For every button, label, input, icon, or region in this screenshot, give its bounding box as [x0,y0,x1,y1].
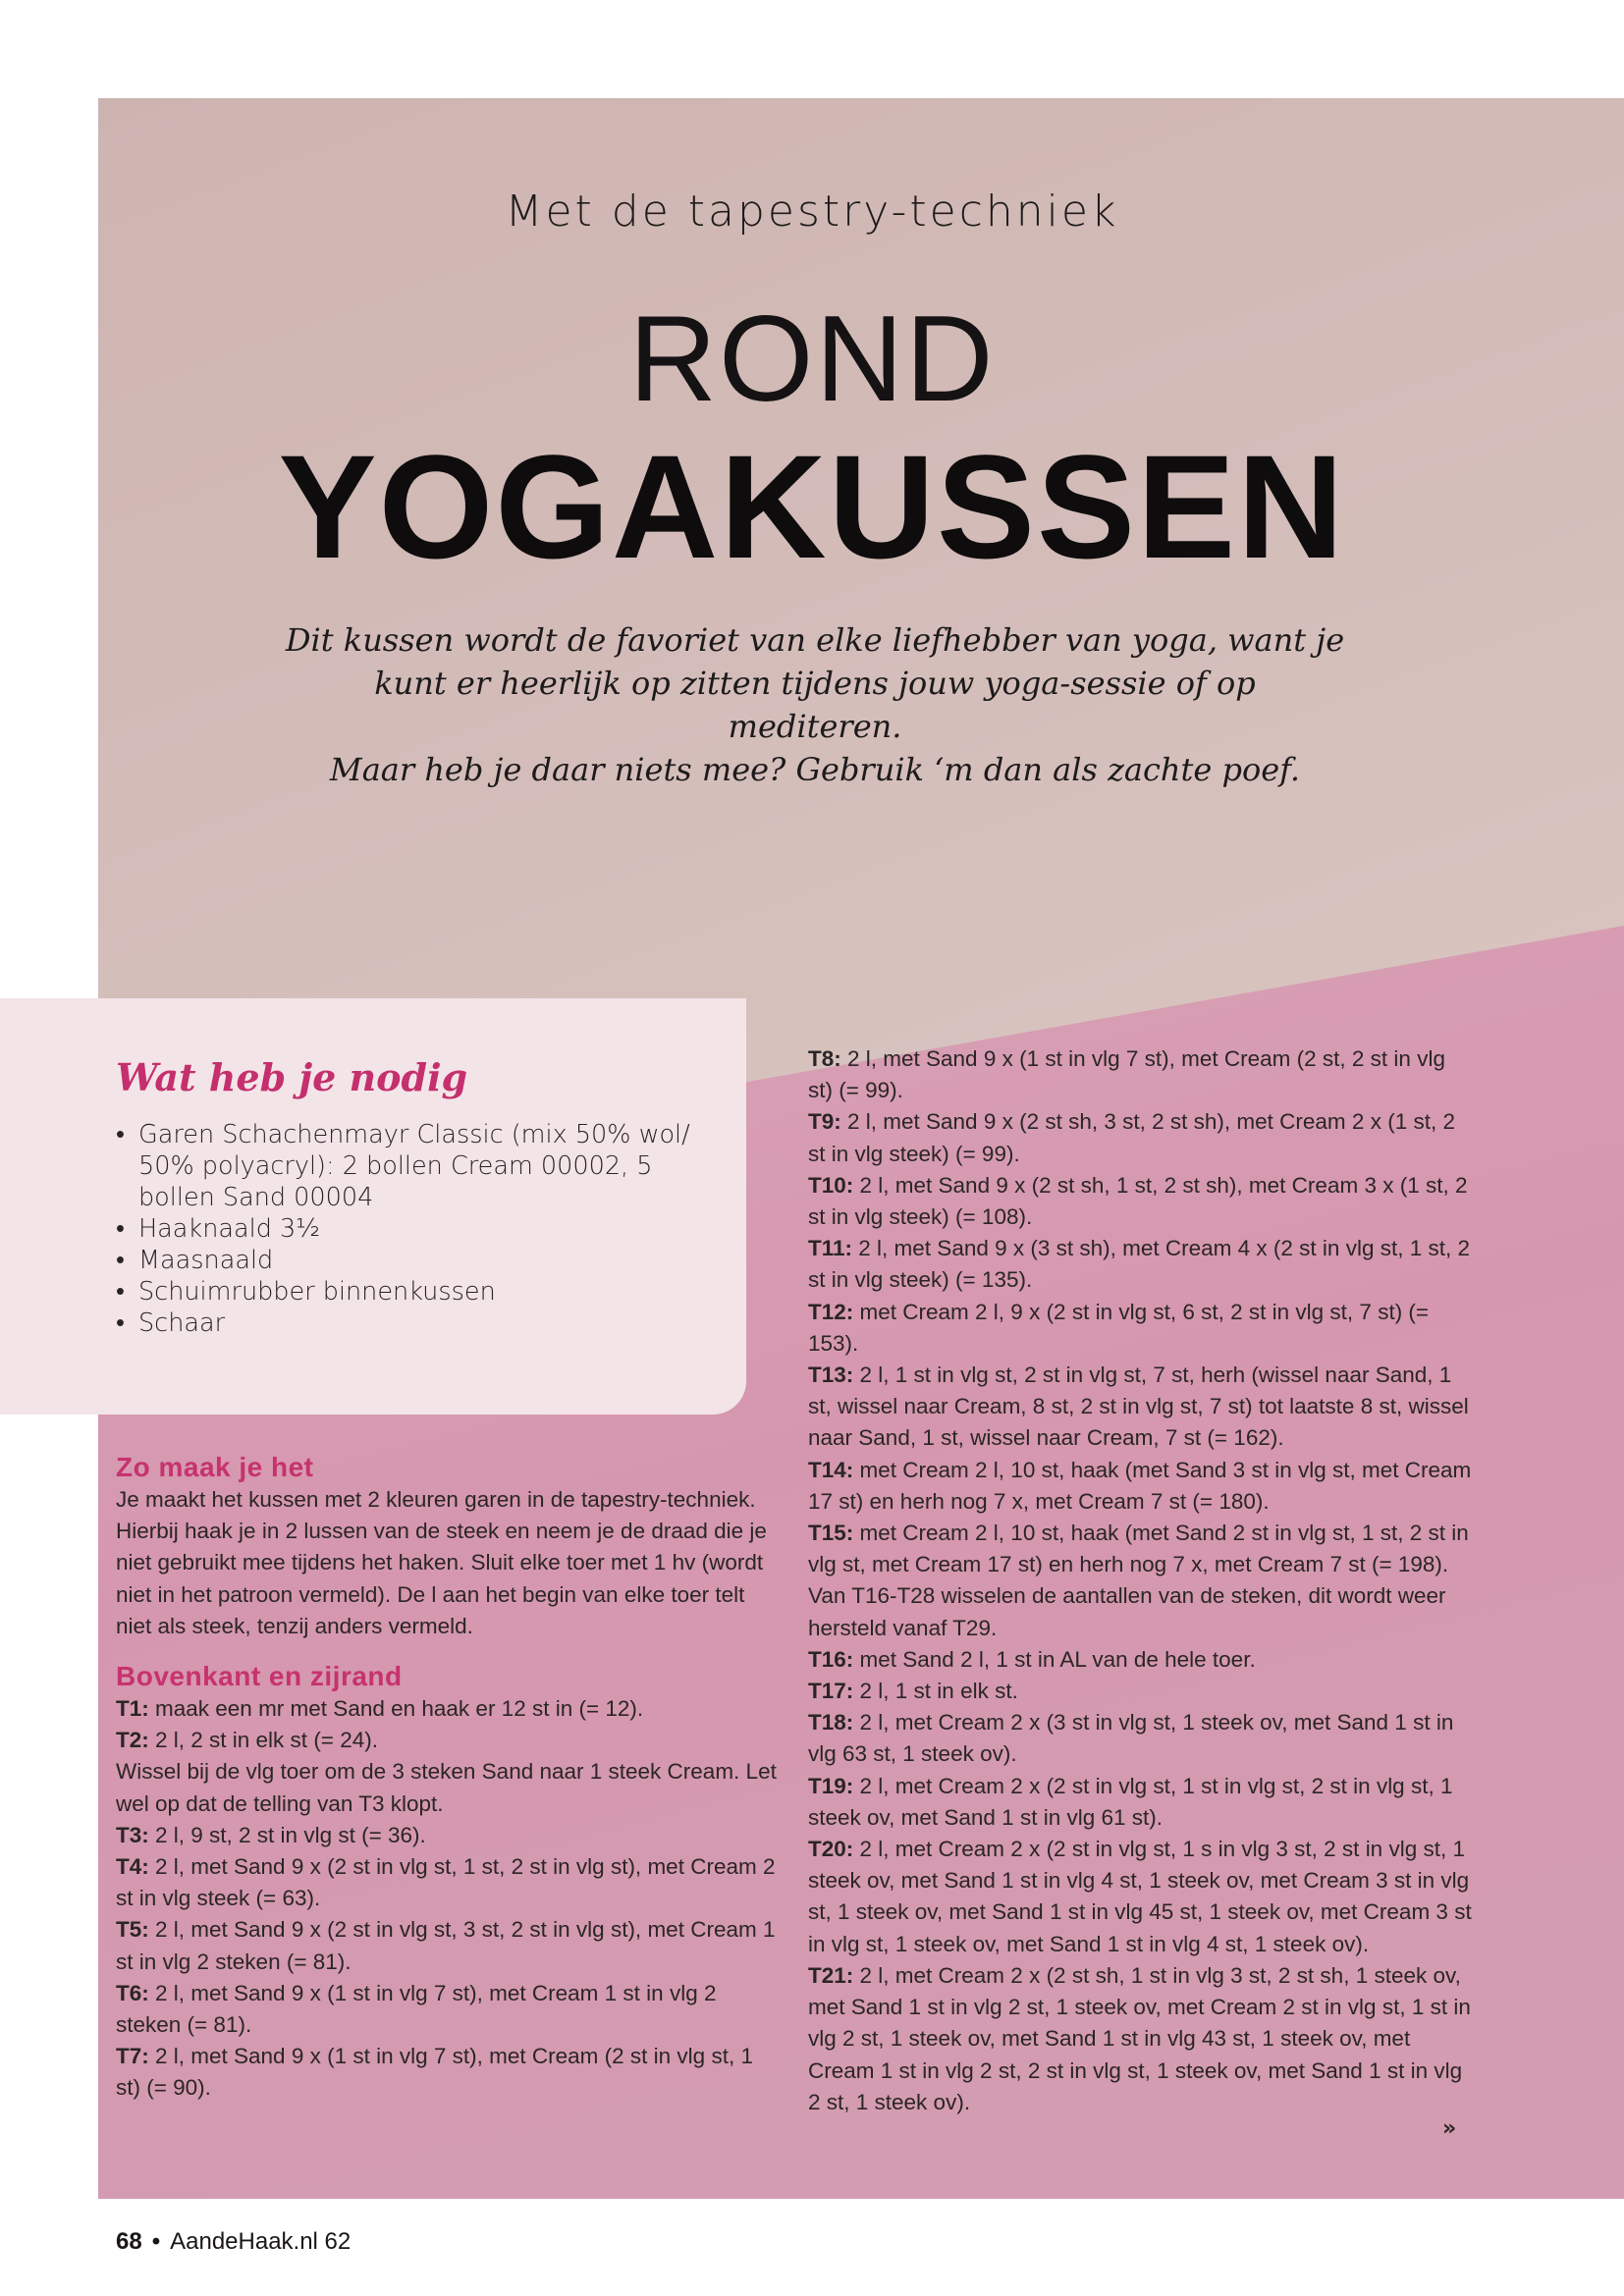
how-title: Zo maak je het [116,1452,314,1482]
round-label: T1: [116,1696,149,1722]
materials-item: • Garen Schachenmayr Classic (mix 50% wol/ 50% polyacryl): 2 bollen Cream 00002, 5 bollen Sand 00004 [116,1119,725,1213]
round-label: T12: [808,1299,854,1324]
round-label: T20: [808,1837,854,1862]
materials-item: • Haaknaald 3½ [116,1213,725,1245]
round-label: T16: [808,1646,854,1672]
round-label: T8: [808,1046,841,1071]
title-line-2: YOGAKUSSEN [278,424,1346,589]
round-text: met Cream 2 l, 9 x (2 st in vlg st, 6 st, 2 st in vlg st, 7 st) (= 153). [808,1299,1430,1356]
title-line-1: ROND [628,292,996,427]
round-label: T2: [116,1728,149,1753]
instruction-row [808,1676,1476,1707]
round-text: 2 l, met Sand 9 x (2 st sh, 1 st, 2 st sh), met Cream 3 x (1 st, 2 st in vlg steek) (= 108). [808,1172,1468,1230]
round-text: 2 l, met Sand 9 x (1 st in vlg 7 st), met Cream (2 st, 2 st in vlg st) (= 99). [808,1046,1445,1103]
round-text: 2 l, 2 st in elk st (= 24). [148,1728,378,1753]
instruction-row [808,1771,1476,1834]
left-column [116,1451,784,2105]
instruction-row [116,1820,784,1851]
footer-bullet: • [151,2228,161,2255]
intro-text [285,618,1345,791]
round-text: 2 l, met Sand 9 x (1 st in vlg 7 st), met Cream (2 st in vlg st, 1 st) (= 90). [116,2044,753,2101]
round-text: 2 l, met Cream 2 x (2 st in vlg st, 1 st in vlg st, 2 st in vlg st, 1 steek ov, met Sand 1 st in vlg 61 st). [808,1773,1453,1830]
round-label: T11: [808,1236,853,1261]
round-text: met Cream 2 l, 10 st, haak (met Sand 2 st in vlg st, 1 st, 2 st in vlg st, met Cream 17 st) en herh nog 7 x, met Cream 7 st (= 198). Van T16-T28 wisselen de aantallen van de steken, dit wordt weer hersteld vanaf T29. [808,1521,1469,1640]
round-text: 2 l, met Sand 9 x (2 st in vlg st, 1 st, 2 st in vlg st), met Cream 2 st in vlg steek (= 63). [116,1854,776,1911]
top-section-title: Bovenkant en zijrand [116,1661,403,1692]
instruction-row [116,2041,784,2104]
round-label: T5: [116,1917,149,1943]
round-label: T10: [808,1172,854,1198]
round-label: T21: [808,1962,854,1988]
instruction-row [808,1834,1476,1960]
round-label: T19: [808,1773,854,1798]
instruction-row [808,1644,1476,1676]
round-label: T13: [808,1362,854,1388]
intro-line: Maar heb je daar niets mee? Gebruik ‘m dan als zachte poef. [329,751,1301,788]
round-label: T15: [808,1521,854,1546]
materials-item: • Maasnaald [116,1245,725,1276]
round-label: T17: [808,1679,854,1704]
instruction-row [808,1518,1476,1644]
intro-line: kunt er heerlijk op zitten tijdens jouw yoga-sessie of op mediteren. [374,665,1256,745]
instruction-row [116,1756,784,1819]
round-text: 2 l, met Cream 2 x (3 st in vlg st, 1 steek ov, met Sand 1 st in vlg 63 st, 1 steek ov). [808,1710,1454,1767]
page-footer [116,2228,351,2256]
round-label: T4: [116,1854,149,1880]
round-text: 2 l, met Sand 9 x (1 st in vlg 7 st), met Cream 1 st in vlg 2 steken (= 81). [116,1980,717,2038]
round-label: T14: [808,1457,854,1482]
round-text: met Cream 2 l, 10 st, haak (met Sand 3 st in vlg st, met Cream 17 st) en herh nog 7 x, met Cream 7 st (= 180). [808,1457,1472,1514]
round-text: maak een mr met Sand en haak er 12 st in (= 12). [148,1696,644,1722]
magazine-name: AandeHaak.nl 62 [170,2228,352,2255]
kicker-text: Met de tapestry-techniek [505,187,1119,237]
instruction-row [116,1851,784,1914]
round-text: 2 l, 1 st in vlg st, 2 st in vlg st, 7 st, herh (wissel naar Sand, 1 st, wissel naar Cream, 8 st, 2 st in vlg st, 7 st) tot laatste 8 st, wissel naar Sand, 1 st, wissel naar Cream, 7 st (= 162). [808,1362,1469,1451]
instruction-row [808,1233,1476,1296]
round-text: 2 l, met Cream 2 x (2 st sh, 1 st in vlg 3 st, 2 st sh, 1 steek ov, met Sand 1 st in vlg 2 st, 1 steek ov, met Cream 2 st in vlg st, 1 st in vlg 2 st, 1 steek ov, met Sand 1 st in vlg 43 st, 1 steek ov, met Cream 1 st in vlg 2 st, 2 st in vlg st, 1 steek ov, met Sand 1 st in vlg 2 st, 1 steek ov). [808,1962,1471,2114]
right-column [808,1043,1476,2118]
round-text: 2 l, met Cream 2 x (2 st in vlg st, 1 s in vlg 3 st, 2 st in vlg st, 1 steek ov, met Sand 1 st in vlg 4 st, 1 steek ov, met Cream 3 st in vlg st, 1 steek ov, met Sand 1 st in vlg 45 st, 1 steek ov, met Cream 3 st in vlg st, 1 steek ov, met Sand 1 st in vlg 4 st, 1 steek ov). [808,1837,1472,1956]
materials-item: • Schuimrubber binnenkussen [116,1276,725,1308]
round-text: 2 l, 1 st in elk st. [853,1679,1018,1704]
page-number: 68 [116,2228,142,2255]
instruction-row [116,1725,784,1756]
round-label: T7: [116,2044,149,2069]
instruction-row [116,1693,784,1725]
round-text: Wissel bij de vlg toer om de 3 steken Sand naar 1 steek Cream. Let wel op dat de telling van T3 klopt. [116,1759,777,1816]
instruction-row [808,1960,1476,2118]
materials-title: Wat heb je nodig [116,1055,468,1099]
instruction-row [116,1978,784,2041]
round-text: 2 l, met Sand 9 x (2 st in vlg st, 3 st, 2 st in vlg st), met Cream 1 st in vlg 2 steken (= 81). [116,1917,776,1974]
instruction-row [808,1707,1476,1770]
round-label: T9: [808,1109,841,1135]
round-instructions [808,1043,1476,2118]
how-text: Je maakt het kussen met 2 kleuren garen in de tapestry-techniek. Hierbij haak je in 2 lussen van de steek en neem je de draad die je niet gebruikt mee tijdens het haken. Sluit elke toer met 1 hv (wordt niet in het patroon vermeld). De l aan het begin van elke toer telt niet als steek, tenzij anders vermeld. [116,1487,767,1638]
materials-item: • Schaar [116,1308,725,1339]
round-text: 2 l, 9 st, 2 st in vlg st (= 36). [148,1822,426,1847]
intro-line: Dit kussen wordt de favoriet van elke liefhebber van yoga, want je [285,621,1345,659]
round-text: 2 l, met Sand 9 x (3 st sh), met Cream 4 x (2 st in vlg st, 1 st, 2 st in vlg steek) (= 135). [808,1236,1470,1293]
instruction-row [116,1914,784,1977]
top-instructions [116,1693,784,2105]
materials-list [116,1119,725,1339]
round-label: T6: [116,1980,149,2005]
instruction-row [808,1455,1476,1518]
round-text: 2 l, met Sand 9 x (2 st sh, 3 st, 2 st sh), met Cream 2 x (1 st, 2 st in vlg steek) (= 99). [808,1109,1455,1166]
instruction-row [808,1043,1476,1106]
round-label: T3: [116,1822,149,1847]
continue-arrow-icon: » [1442,2116,1457,2141]
instruction-row [808,1297,1476,1360]
round-text: met Sand 2 l, 1 st in AL van de hele toer. [853,1646,1256,1672]
instruction-row [808,1360,1476,1455]
round-label: T18: [808,1710,854,1735]
instruction-row [808,1106,1476,1169]
instruction-row [808,1170,1476,1233]
